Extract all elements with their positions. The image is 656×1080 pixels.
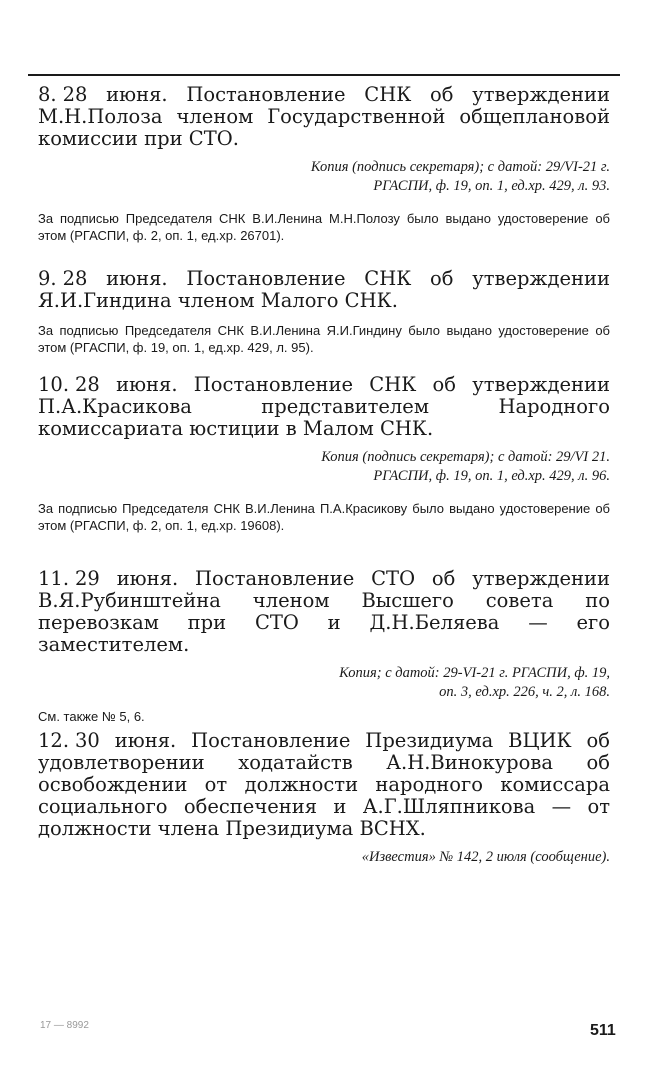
entry-source-line: «Известия» № 142, 2 июля (сообщение). — [361, 849, 610, 865]
entry-number: 8. — [38, 83, 57, 106]
top-rule — [28, 74, 620, 76]
entry-heading — [38, 374, 610, 440]
entry-8 — [38, 84, 610, 244]
entry-heading — [38, 84, 610, 150]
entry-9 — [38, 268, 610, 356]
entry-note: См. также № 5, 6. — [38, 709, 145, 724]
entry-number: 9. — [38, 267, 57, 290]
page-number: 511 — [590, 1022, 616, 1039]
entry-12 — [38, 730, 610, 867]
signature-mark: 17 — 8992 — [40, 1020, 89, 1031]
entry-heading — [38, 730, 610, 840]
entry-heading — [38, 568, 610, 656]
entry-note: За подписью Председателя СНК В.И.Ленина П.А.Красикову было выдано удостоверение об этом (РГАСПИ, ф. 2, оп. 1, ед.хр. 19608). — [38, 501, 610, 533]
entry-number: 12. — [38, 729, 70, 752]
entry-source-line: РГАСПИ, ф. 19, оп. 1, ед.хр. 429, л. 96. — [373, 468, 610, 484]
entry-source-line: Копия (подпись секретаря); с датой: 29/VI 21. — [321, 449, 610, 465]
entry-number: 10. — [38, 373, 70, 396]
entry-note: За подписью Председателя СНК В.И.Ленина Я.И.Гиндину было выдано удостоверение об этом (РГАСПИ, ф. 19, оп. 1, ед.хр. 429, л. 95). — [38, 323, 610, 355]
entry-heading-text: 29 июня. Постановление СТО об утверждении В.Я.Рубинштейна членом Высшего совета по перевозкам при СТО и Д.Н.Беляева — его заместителем. — [38, 567, 610, 656]
entry-11 — [38, 568, 610, 725]
entry-source-line: РГАСПИ, ф. 19, оп. 1, ед.хр. 429, л. 93. — [373, 178, 610, 194]
entry-10 — [38, 374, 610, 534]
entry-heading-text: 28 июня. Постановление СНК об утверждении М.Н.Полоза членом Государственной общеплановой комиссии при СТО. — [38, 83, 610, 150]
entry-source-line: Копия (подпись секретаря); с датой: 29/VI-21 г. — [310, 159, 610, 175]
entry-heading — [38, 268, 610, 312]
entry-source-line: оп. 3, ед.хр. 226, ч. 2, л. 168. — [439, 684, 610, 700]
entry-number: 11. — [38, 567, 70, 590]
entry-heading-text: 28 июня. Постановление СНК об утверждении П.А.Красикова представителем Народного комиссариата юстиции в Малом СНК. — [38, 373, 610, 440]
entry-heading-text: 28 июня. Постановление СНК об утверждении Я.И.Гиндина членом Малого СНК. — [38, 267, 610, 312]
entry-note: За подписью Председателя СНК В.И.Ленина М.Н.Полозу было выдано удостоверение об этом (РГАСПИ, ф. 2, оп. 1, ед.хр. 26701). — [38, 211, 610, 243]
entry-source-line: Копия; с датой: 29-VI-21 г. РГАСПИ, ф. 19, — [339, 665, 610, 681]
entry-heading-text: 30 июня. Постановление Президиума ВЦИК об удовлетворении ходатайств А.Н.Винокурова об освобождении от должности народного комиссара социального обеспечения и А.Г.Шляпникова — от должности члена Президиума ВСНХ. — [38, 729, 610, 840]
